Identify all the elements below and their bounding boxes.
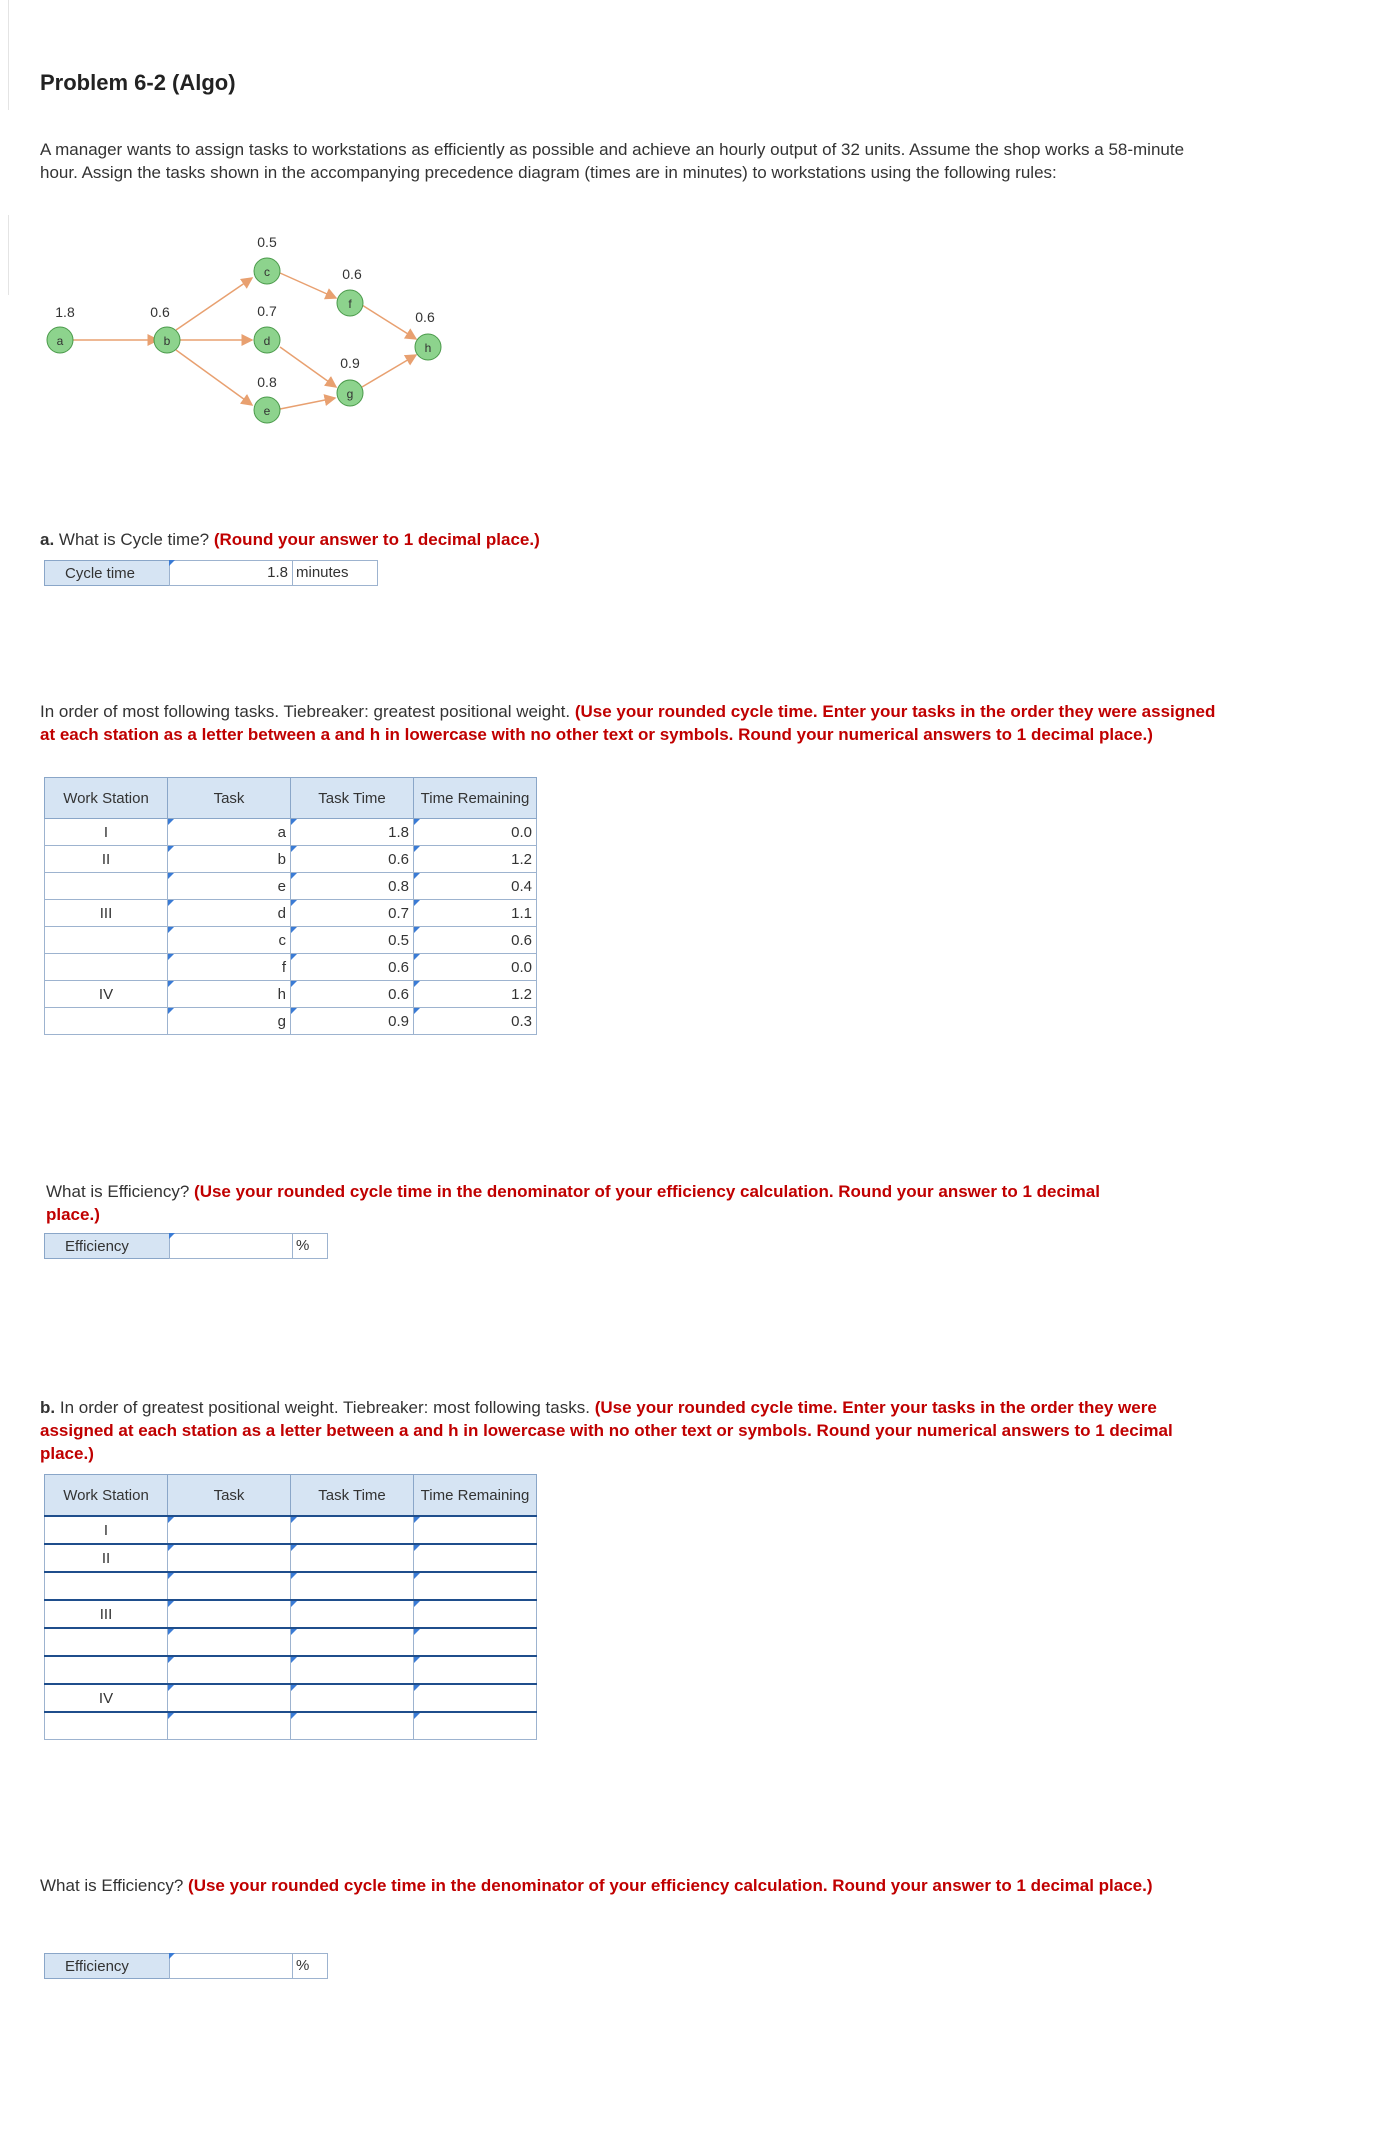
node-h-time: 0.6 [415,309,435,325]
work-station-cell: II [45,846,168,873]
task-input[interactable] [168,1684,291,1712]
table-row [45,927,537,954]
node-b-time: 0.6 [150,304,170,320]
work-station-cell: IV [45,981,168,1008]
task-time-input[interactable] [291,1656,414,1684]
node-f-time: 0.6 [342,266,362,282]
table-row [45,846,537,873]
table-row [45,1712,537,1740]
time-remaining-input[interactable] [414,1600,537,1628]
node-b [150,304,180,353]
header-work-station: Work Station [45,1475,168,1517]
task-input[interactable]: g [168,1008,291,1035]
edge-d-g [280,347,336,387]
node-f [337,266,363,316]
task-time-input[interactable] [291,1516,414,1544]
task-input[interactable]: d [168,900,291,927]
table-row [45,1008,537,1035]
task-input[interactable] [168,1628,291,1656]
work-station-cell: I [45,819,168,846]
task-input[interactable] [168,1712,291,1740]
task-time-input[interactable]: 0.9 [291,1008,414,1035]
part-b-efficiency-question: What is Efficiency? (Use your rounded cycle time in the denominator of your efficiency calculation. Round your answer to 1 decimal place.) [40,1876,1153,1895]
node-c-label: c [264,265,270,279]
work-station-cell: III [45,900,168,927]
task-input[interactable]: h [168,981,291,1008]
part-a-order-text: In order of most following tasks. Tiebreaker: greatest positional weight. (Use your rounded cycle time. Enter your tasks in the order they were assigned at each station as a letter between a and h in lowercase with no other text or symbols. Round your numerical answers to 1 decimal place.) [40,702,1216,744]
time-remaining-input[interactable]: 0.3 [414,1008,537,1035]
node-c-time: 0.5 [257,234,277,250]
edge-c-f [280,273,336,298]
header-task-time: Task Time [291,778,414,819]
task-time-input[interactable]: 0.6 [291,846,414,873]
task-time-input[interactable] [291,1628,414,1656]
time-remaining-input[interactable]: 0.0 [414,819,537,846]
table-row [45,1600,537,1628]
node-d-label: d [263,334,271,348]
task-time-input[interactable] [291,1684,414,1712]
task-input[interactable] [168,1656,291,1684]
time-remaining-input[interactable]: 0.6 [414,927,537,954]
time-remaining-input[interactable]: 1.1 [414,900,537,927]
node-f-label: f [348,297,352,311]
task-time-input[interactable]: 0.6 [291,954,414,981]
table-row [45,1628,537,1656]
node-d [254,303,280,353]
node-e [254,374,280,423]
node-h [415,309,441,360]
node-d-time: 0.7 [257,303,277,319]
part-b-table [44,1474,537,1740]
work-station-cell: III [45,1600,168,1628]
edge-b-c [176,278,252,330]
problem-intro: A manager wants to assign tasks to workstations as efficiently as possible and achieve an hourly output of 32 units. Assume the shop works a 58-minute hour. Assign the tasks shown in the accompanying precedence diagram (times are in minutes) to workstations using the following rules: [40,140,1185,182]
task-time-input[interactable] [291,1544,414,1572]
part-a-table [44,777,537,1035]
efficiency-input-a[interactable] [169,1233,293,1259]
work-station-cell [45,1628,168,1656]
cycle-time-unit: minutes [292,560,378,586]
header-work-station: Work Station [45,778,168,819]
efficiency-label: Efficiency [44,1233,170,1259]
node-h-label: h [424,341,432,355]
efficiency-label-b: Efficiency [44,1953,170,1979]
work-station-cell [45,927,168,954]
task-time-input[interactable]: 0.5 [291,927,414,954]
table-row [45,1572,537,1600]
table-row [45,1516,537,1544]
task-input[interactable]: b [168,846,291,873]
time-remaining-input[interactable] [414,1628,537,1656]
node-e-label: e [263,404,271,418]
precedence-diagram [30,225,490,435]
edge-b-e [176,350,252,405]
work-station-cell: IV [45,1684,168,1712]
task-time-input[interactable]: 1.8 [291,819,414,846]
node-e-time: 0.8 [257,374,277,390]
time-remaining-input[interactable] [414,1572,537,1600]
task-time-input[interactable]: 0.8 [291,873,414,900]
time-remaining-input[interactable] [414,1712,537,1740]
efficiency-unit-b: % [292,1953,328,1979]
table-row [45,954,537,981]
header-task: Task [168,778,291,819]
task-time-input[interactable] [291,1712,414,1740]
time-remaining-input[interactable]: 0.4 [414,873,537,900]
time-remaining-input[interactable]: 0.0 [414,954,537,981]
task-time-input[interactable] [291,1600,414,1628]
task-input[interactable]: c [168,927,291,954]
part-a-question: a. What is Cycle time? (Round your answer to 1 decimal place.) [40,530,540,549]
problem-title: Problem 6-2 (Algo) [40,70,236,95]
work-station-cell [45,1008,168,1035]
node-g-label: g [346,387,354,401]
cycle-time-label: Cycle time [44,560,170,586]
work-station-cell [45,954,168,981]
header-time-remaining: Time Remaining [414,1475,537,1517]
task-time-input[interactable] [291,1572,414,1600]
table-row [45,1684,537,1712]
edge-g-h [362,355,416,387]
node-a-label: a [56,334,64,348]
time-remaining-input[interactable] [414,1656,537,1684]
task-time-input[interactable]: 0.7 [291,900,414,927]
table-row [45,819,537,846]
task-input[interactable]: a [168,819,291,846]
header-time-remaining: Time Remaining [414,778,537,819]
efficiency-input-b[interactable] [169,1953,293,1979]
left-border-2 [0,215,9,295]
task-time-input[interactable]: 0.6 [291,981,414,1008]
node-b-label: b [163,334,171,348]
task-input[interactable] [168,1572,291,1600]
time-remaining-input[interactable]: 1.2 [414,981,537,1008]
efficiency-unit: % [292,1233,328,1259]
task-input[interactable] [168,1516,291,1544]
node-g [337,355,363,406]
cycle-time-input[interactable]: 1.8 [169,560,293,586]
time-remaining-input[interactable] [414,1544,537,1572]
work-station-cell [45,1656,168,1684]
work-station-cell: I [45,1516,168,1544]
node-g-time: 0.9 [340,355,360,371]
part-b-question: b. In order of greatest positional weight. Tiebreaker: most following tasks. (Use your rounded cycle time. Enter your tasks in the order they were assigned at each station as a letter between a and h in lowercase with no other text or symbols. Round your numerical answers to 1 decimal place.) [40,1398,1173,1463]
edge-e-g [280,398,335,409]
time-remaining-input[interactable]: 1.2 [414,846,537,873]
edge-f-h [362,305,416,339]
node-c [254,234,280,284]
work-station-cell [45,1572,168,1600]
time-remaining-input[interactable] [414,1516,537,1544]
task-input[interactable]: e [168,873,291,900]
node-a [47,304,75,353]
table-row [45,981,537,1008]
table-row [45,1544,537,1572]
left-border [0,0,9,110]
table-row [45,873,537,900]
work-station-cell [45,1712,168,1740]
task-input[interactable]: f [168,954,291,981]
header-task: Task [168,1475,291,1517]
part-a-efficiency-question: What is Efficiency? (Use your rounded cycle time in the denominator of your efficiency calculation. Round your answer to 1 decimal place.) [46,1182,1100,1224]
time-remaining-input[interactable] [414,1684,537,1712]
table-row [45,1656,537,1684]
table-row [45,900,537,927]
header-task-time: Task Time [291,1475,414,1517]
task-input[interactable] [168,1600,291,1628]
work-station-cell: II [45,1544,168,1572]
node-a-time: 1.8 [55,304,75,320]
task-input[interactable] [168,1544,291,1572]
work-station-cell [45,873,168,900]
